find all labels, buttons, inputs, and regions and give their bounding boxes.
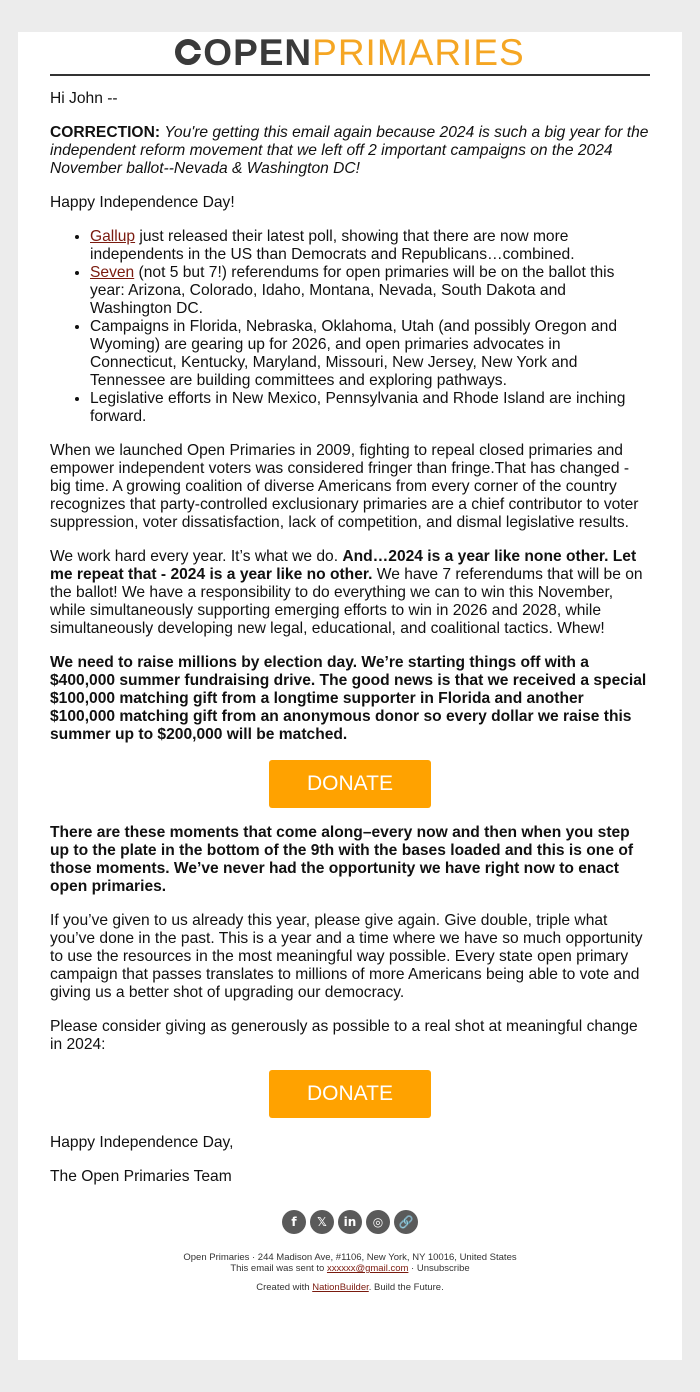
donate-wrap-1 [50, 760, 650, 808]
work-rest: We have 7 referendums that will be on the ballot! We have a responsibility to do everything we can to win this November, while simultaneously supporting emerging efforts to win in 2026 and 2028, while simultaneously developing new legal, educational, and coalitional tactics. Whew! [50, 566, 643, 637]
raise-paragraph [50, 654, 650, 744]
footer-address: Open Primaries · 244 Madison Ave, #1106, New York, NY 10016, United States [183, 1252, 517, 1263]
x-icon[interactable]: 𝕏 [310, 1210, 334, 1234]
nationbuilder-link[interactable]: NationBuilder [312, 1282, 369, 1293]
list-item-text: (not 5 but 7!) referendums for open primaries will be on the ballot this year: Arizona, Colorado, Idaho, Montana, Nevada, South Dakota and Washington DC. [90, 264, 615, 317]
recipient-email-link[interactable]: xxxxxx@gmail.com [326, 1263, 409, 1274]
logo-open-text: OPEN [203, 31, 313, 73]
unsubscribe-link[interactable]: · Unsubscribe [408, 1263, 470, 1274]
correction-paragraph [50, 124, 650, 178]
social-links [50, 1210, 650, 1234]
signoff: Happy Independence Day, [50, 1134, 234, 1151]
work-bold: And…2024 is a year like none other. Let me repeat that - 2024 is a year like no other. [50, 548, 637, 583]
news-list [50, 228, 650, 426]
raise-bold: We need to raise millions by election day. We’re starting things off with a $400,000 summer fundraising drive. The good news is that we received a special $100,000 matching gift from a longtime supporter in Florida and another $100,000 matching gift from an anonymous donor so every dollar we raise this summer up to $200,000 will be matched. [50, 654, 647, 743]
moments-paragraph [50, 824, 650, 896]
header-divider [50, 74, 650, 76]
link-icon[interactable]: 🔗 [394, 1210, 418, 1234]
footer-created-with [50, 1282, 650, 1293]
happy-independence: Happy Independence Day! [50, 194, 235, 211]
list-item [90, 264, 650, 318]
sent-to-prefix: This email was sent to [230, 1263, 327, 1274]
email-footer [50, 1252, 650, 1293]
email-card [18, 32, 682, 1360]
linkedin-icon[interactable]: in [338, 1210, 362, 1234]
list-item [90, 228, 650, 264]
logo-o-icon [175, 39, 201, 65]
list-item: • Legislative efforts in New Mexico, Pennsylvania and Rhode Island are inching forward. [90, 390, 650, 426]
created-suffix: . Build the Future. [368, 1282, 444, 1293]
donate-button[interactable]: DONATE [269, 1070, 431, 1118]
donate-button[interactable]: DONATE [269, 760, 431, 808]
donate-wrap-2 [50, 1070, 650, 1118]
open-primaries-logo[interactable] [168, 32, 532, 72]
list-item: • Campaigns in Florida, Nebraska, Oklahoma, Utah (and possibly Oregon and Wyoming) are gearing up for 2026, and open primaries advocates in Connecticut, Kentucky, Maryland, Missouri, New Jersey, New York and Tennessee are building committees and exploring pathways. [90, 318, 650, 390]
consider-paragraph: Please consider giving as generously as possible to a real shot at meaningful change in 2024: [50, 1018, 638, 1053]
list-item-text: just released their latest poll, showing that there are now more independents in the US than Democrats and Republicans…combined. [90, 228, 575, 263]
correction-text: You're getting this email again because 2024 is such a big year for the independent reform movement that we left off 2 important campaigns on the 2024 November ballot--Nevada & Washington DC! [50, 124, 649, 177]
launch-paragraph: When we launched Open Primaries in 2009, fighting to repeal closed primaries and empower independent voters was considered fringer than fringe.That has changed - big time. A growing coalition of diverse Americans from every corner of the country recognizes that party-controlled exclusionary primaries are a chief contributor to voter suppression, voter dissatisfaction, lack of competition, and dismal legislative results. [50, 442, 639, 531]
correction-label: CORRECTION: [50, 124, 161, 141]
signature: The Open Primaries Team [50, 1168, 232, 1185]
greeting: Hi John -- [50, 90, 118, 107]
instagram-icon[interactable]: ◎ [366, 1210, 390, 1234]
gallup-link[interactable]: Gallup [90, 228, 136, 245]
give-again-paragraph: If you’ve given to us already this year, please give again. Give double, triple what you’ve done in the past. This is a year and a time where we have so much opportunity to use the resources in the most meaningful way possible. Every state open primary campaign that passes translates to millions of more Americans being able to vote and giving us a better shot of upgrading our democracy. [50, 912, 643, 1001]
seven-link[interactable]: Seven [90, 264, 135, 281]
moments-bold: There are these moments that come along–every now and then when you step up to the plate in the bottom of the 9th with the bases loaded and this is one of those moments. We’ve never had the opportunity we have right now to enact open primaries. [50, 824, 634, 895]
facebook-icon[interactable]: f [282, 1210, 306, 1234]
work-paragraph [50, 548, 650, 638]
logo-primaries-text: PRIMARIES [312, 31, 525, 73]
created-prefix: Created with [256, 1282, 313, 1293]
footer-sent-to [50, 1263, 650, 1274]
email-body [50, 90, 650, 1293]
work-intro: We work hard every year. It’s what we do. [50, 548, 343, 565]
